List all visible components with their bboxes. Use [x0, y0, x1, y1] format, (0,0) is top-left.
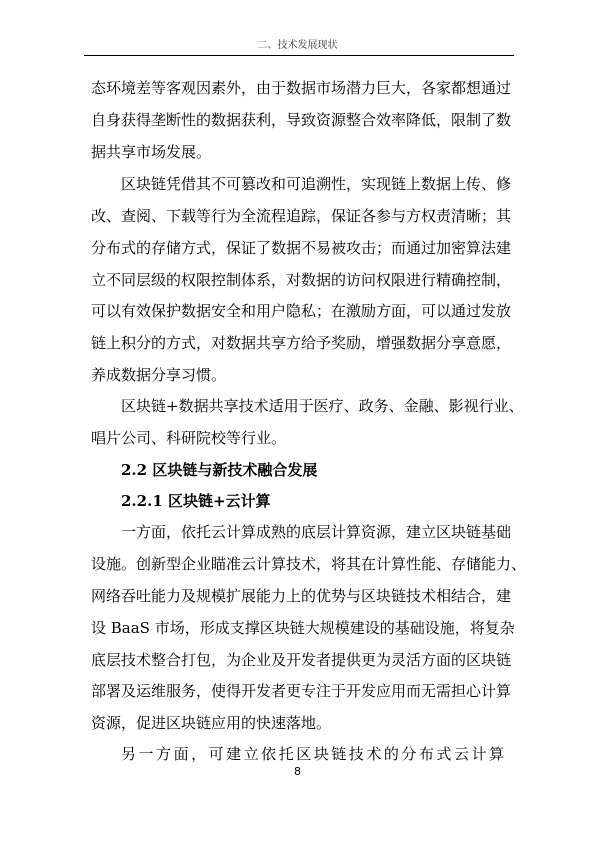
paragraph-line: 养成数据分享习惯。: [91, 366, 227, 384]
page-number: 8: [294, 765, 301, 778]
paragraph-line: 设施。创新型企业瞄准云计算技术，将其在计算性能、存储能力、: [91, 555, 527, 573]
paragraph-line: 态环境差等客观因素外，由于数据市场潜力巨大，各家都想通过: [91, 79, 512, 97]
paragraph-line: 区块链凭借其不可篡改和可追溯性，实现链上数据上传、修: [121, 175, 512, 193]
paragraph-line: 设 BaaS 市场，形成支撑区块链大规模建设的基础设施，将复杂: [91, 619, 515, 637]
section-heading: 2.2 区块链与新技术融合发展: [121, 461, 318, 479]
paragraph-line: 另一方面，可建立依托区块链技术的分布式云计算: [121, 745, 504, 763]
paragraph-line: 一方面，依托云计算成熟的底层计算资源，建立区块链基础: [121, 523, 512, 541]
subsection-heading: 2.2.1 区块链+云计算: [121, 492, 271, 510]
paragraph-line: 区块链+数据共享技术适用于医疗、政务、金融、影视行业、: [121, 397, 524, 415]
paragraph-line: 立不同层级的权限控制体系，对数据的访问权限进行精确控制，: [91, 271, 512, 289]
paragraph-line: 可以有效保护数据安全和用户隐私；在激励方面，可以通过发放: [91, 302, 512, 320]
paragraph-line: 改、查阅、下载等行为全流程追踪，保证各参与方权责清晰；其: [91, 207, 512, 225]
running-header: 二、技术发展现状: [257, 40, 338, 51]
paragraph-line: 底层技术整合打包，为企业及开发者提供更为灵活方面的区块链: [91, 651, 512, 669]
paragraph-line: 唱片公司、科研院校等行业。: [91, 429, 287, 447]
paragraph-line: 据共享市场发展。: [91, 143, 212, 161]
header-divider: [84, 55, 514, 56]
paragraph-line: 分布式的存储方式，保证了数据不易被攻击；而通过加密算法建: [91, 239, 512, 257]
paragraph-line: 部署及运维服务，使得开发者更专注于开发应用而无需担心计算: [91, 682, 512, 700]
paragraph-line: 网络吞吐能力及规模扩展能力上的优势与区块链技术相结合，建: [91, 587, 512, 605]
paragraph-line: 自身获得垄断性的数据获利，导致资源整合效率降低，限制了数: [91, 111, 512, 129]
paragraph-line: 链上积分的方式，对数据共享方给予奖励，增强数据分享意愿，: [91, 334, 512, 352]
paragraph-line: 资源，促进区块链应用的快速落地。: [91, 714, 332, 732]
